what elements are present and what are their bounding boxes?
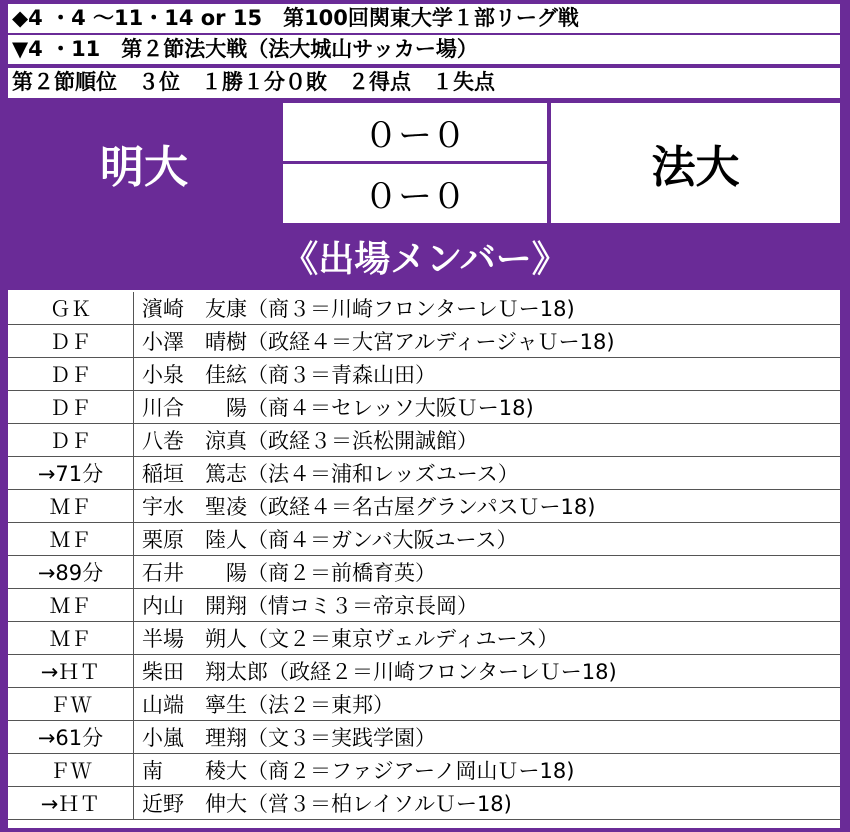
home-team: 明大 — [100, 142, 188, 193]
roster-player: 川合 陽（商４＝セレッソ大阪Ｕー18) — [142, 396, 534, 420]
roster-player: 稲垣 篤志（法４＝浦和レッズユース） — [142, 462, 519, 486]
roster-row — [8, 358, 840, 391]
roster-row — [8, 787, 840, 820]
roster-row — [8, 292, 840, 325]
roster-player: 栗原 陸人（商４＝ガンバ大阪ユース） — [142, 528, 518, 552]
roster-row — [8, 490, 840, 523]
roster-row — [8, 424, 840, 457]
members-title: 《出場メンバー》 — [282, 238, 568, 280]
roster-player: 柴田 翔太郎（政経２＝川崎フロンターレＵー18) — [142, 660, 617, 684]
roster-row — [8, 523, 840, 556]
roster-position: ＭＦ — [8, 589, 134, 621]
roster-player: 宇水 聖凌（政経４＝名古屋グランパスＵー18) — [142, 495, 596, 519]
roster-player: 南 稜大（商２＝ファジアーノ岡山Ｕー18) — [142, 759, 575, 783]
roster-player: 小嵐 理翔（文３＝実践学園） — [142, 726, 436, 750]
roster-row — [8, 655, 840, 688]
roster-position: ＤＦ — [8, 391, 134, 423]
roster-position: ＤＦ — [8, 424, 134, 456]
roster-row — [8, 589, 840, 622]
roster-player: 濱崎 友康（商３＝川崎フロンターレＵー18) — [142, 297, 575, 321]
roster-row — [8, 622, 840, 655]
roster-player: 小澤 晴樹（政経４＝大宮アルディージャＵー18) — [142, 330, 615, 354]
roster-player: 半場 朔人（文２＝東京ヴェルディユース） — [142, 627, 559, 651]
roster-position: ＦＷ — [8, 754, 134, 786]
roster-row — [8, 457, 840, 490]
roster-row — [8, 391, 840, 424]
roster-position: ＤＦ — [8, 325, 134, 357]
roster-row — [8, 325, 840, 358]
roster-position: ＭＦ — [8, 490, 134, 522]
roster-position: ＭＦ — [8, 622, 134, 654]
roster-position: ＭＦ — [8, 523, 134, 555]
roster-player: 山端 寧生（法２＝東邦） — [142, 693, 394, 717]
roster-position: →ＨＴ — [8, 655, 134, 687]
roster-row — [8, 556, 840, 589]
roster-position: →71分 — [8, 457, 134, 489]
roster-position: ＧＫ — [8, 292, 134, 324]
roster-player: 内山 開翔（情コミ３＝帝京長岡） — [142, 594, 478, 618]
roster-row — [8, 721, 840, 754]
roster-table — [8, 290, 840, 828]
roster-player: 石井 陽（商２＝前橋育英） — [142, 561, 436, 585]
roster-position: →89分 — [8, 556, 134, 588]
roster-position: ＦＷ — [8, 688, 134, 720]
match-info-line: ▼4 ・11 第２節法大戦（法大城山サッカー場） — [8, 35, 840, 64]
roster-player: 近野 伸大（営３＝柏レイソルＵー18) — [142, 792, 512, 816]
roster-position: →61分 — [8, 721, 134, 753]
schedule-line: ◆4 ・4 〜11・14 or 15 第100回関東大学１部リーグ戦 — [8, 4, 840, 33]
standings-line: 第２節順位 ３位 １勝１分０敗 ２得点 １失点 — [8, 68, 840, 98]
away-team: 法大 — [551, 103, 840, 223]
roster-row — [8, 754, 840, 787]
roster-player: 小泉 佳絃（商３＝青森山田） — [142, 363, 436, 387]
roster-player: 八巻 涼真（政経３＝浜松開誠館） — [142, 429, 478, 453]
roster-position: →ＨＴ — [8, 787, 134, 819]
roster-row — [8, 688, 840, 721]
score-second-half: ０ー０ — [283, 164, 547, 223]
score-first-half: ０ー０ — [283, 103, 547, 161]
roster-position: ＤＦ — [8, 358, 134, 390]
